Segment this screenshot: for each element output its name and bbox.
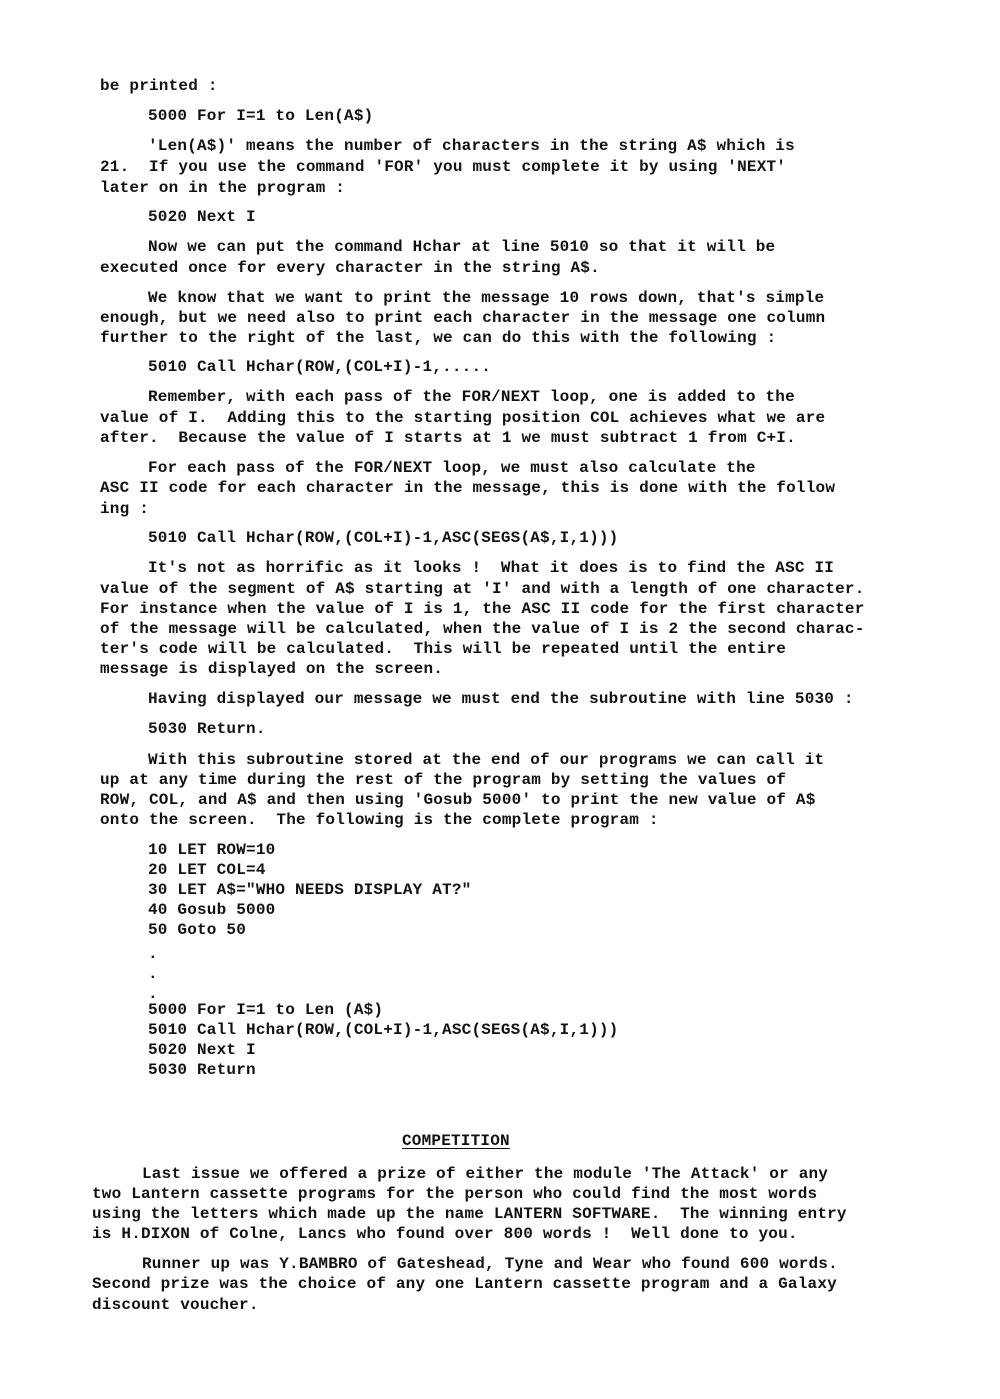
code-line: 5010 Call Hchar(ROW,(COL+I)-1,.....: [148, 358, 492, 376]
text-line: later on in the program :: [100, 179, 346, 197]
code-line: 40 Gosub 5000: [148, 901, 276, 919]
text-line: message is displayed on the screen.: [100, 660, 444, 678]
text-line: ing :: [100, 500, 150, 518]
ellipsis-dot: .: [148, 985, 158, 1003]
section-heading: COMPETITION: [402, 1132, 510, 1150]
text-line: of the message will be calculated, when the value of I is 2 the second charac-: [100, 620, 865, 638]
code-line: 50 Goto 50: [148, 921, 247, 939]
code-line: 5010 Call Hchar(ROW,(COL+I)-1,ASC(SEGS(A$,I,1))): [148, 529, 619, 547]
code-line: 5000 For I=1 to Len (A$): [148, 1001, 384, 1019]
text-line: It's not as horrific as it looks ! What it does is to find the ASC II: [148, 559, 835, 577]
text-line: 'Len(A$)' means the number of characters in the string A$ which is: [148, 137, 795, 155]
text-line: Last issue we offered a prize of either the module 'The Attack' or any: [142, 1165, 829, 1183]
text-line: Now we can put the command Hchar at line 5010 so that it will be: [148, 238, 776, 256]
text-line: 21. If you use the command 'FOR' you must complete it by using 'NEXT': [100, 158, 787, 176]
code-line: 5020 Next I: [148, 1041, 256, 1059]
code-line: 5010 Call Hchar(ROW,(COL+I)-1,ASC(SEGS(A$,I,1))): [148, 1021, 619, 1039]
text-line: Remember, with each pass of the FOR/NEXT loop, one is added to the: [148, 388, 795, 406]
text-line: is H.DIXON of Colne, Lancs who found over 800 words ! Well done to you.: [92, 1225, 798, 1243]
code-line: 5000 For I=1 to Len(A$): [148, 107, 374, 125]
code-line: 5030 Return.: [148, 720, 266, 738]
text-line: be printed :: [100, 77, 218, 95]
text-line: discount voucher.: [92, 1296, 259, 1314]
text-line: Runner up was Y.BAMBRO of Gateshead, Tyne and Wear who found 600 words.: [142, 1255, 838, 1273]
text-line: two Lantern cassette programs for the person who could find the most words: [92, 1185, 818, 1203]
text-line: ASC II code for each character in the message, this is done with the follow: [100, 479, 836, 497]
code-line: 30 LET A$="WHO NEEDS DISPLAY AT?": [148, 881, 472, 899]
text-line: Having displayed our message we must end the subroutine with line 5030 :: [148, 690, 854, 708]
code-line: 20 LET COL=4: [148, 861, 266, 879]
text-line: With this subroutine stored at the end of our programs we can call it: [148, 751, 825, 769]
code-line: 10 LET ROW=10: [148, 841, 276, 859]
text-line: We know that we want to print the message 10 rows down, that's simple: [148, 289, 825, 307]
text-line: up at any time during the rest of the program by setting the values of: [100, 771, 787, 789]
text-line: For each pass of the FOR/NEXT loop, we must also calculate the: [148, 459, 756, 477]
text-line: Second prize was the choice of any one Lantern cassette program and a Galaxy: [92, 1275, 837, 1293]
text-line: further to the right of the last, we can do this with the following :: [100, 329, 777, 347]
ellipsis-dot: .: [148, 965, 158, 983]
text-line: enough, but we need also to print each character in the message one column: [100, 309, 826, 327]
text-line: onto the screen. The following is the complete program :: [100, 811, 659, 829]
text-line: ROW, COL, and A$ and then using 'Gosub 5000' to print the new value of A$: [100, 791, 816, 809]
text-line: For instance when the value of I is 1, the ASC II code for the first character: [100, 600, 865, 618]
text-line: value of I. Adding this to the starting position COL achieves what we are: [100, 409, 826, 427]
ellipsis-dot: .: [148, 945, 158, 963]
text-line: value of the segment of A$ starting at 'I' and with a length of one character.: [100, 580, 865, 598]
code-line: 5030 Return: [148, 1061, 256, 1079]
text-line: after. Because the value of I starts at 1 we must subtract 1 from C+I.: [100, 429, 796, 447]
code-line: 5020 Next I: [148, 208, 256, 226]
text-line: executed once for every character in the string A$.: [100, 259, 600, 277]
text-line: ter's code will be calculated. This will be repeated until the entire: [100, 640, 787, 658]
text-line: using the letters which made up the name LANTERN SOFTWARE. The winning entry: [92, 1205, 847, 1223]
